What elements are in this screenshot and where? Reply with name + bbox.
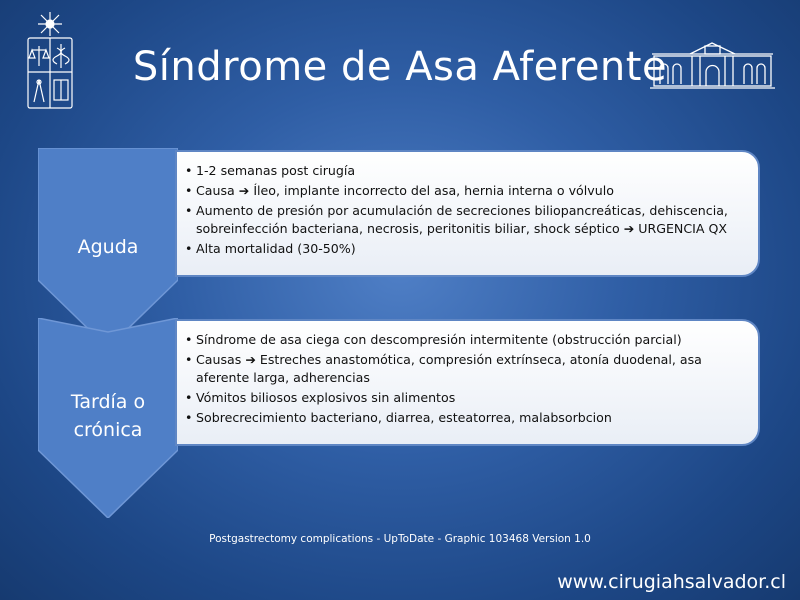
bullet-list [185,162,744,258]
university-crest-logo [22,10,78,110]
section-label-aguda [38,233,178,261]
bullet-item: • Alta mortalidad (30-50%) [185,240,744,258]
compass-icon [34,80,44,102]
section-panel-aguda [175,150,760,277]
section-label-line: Tardía o [70,391,146,413]
bullet-item: • Causa ➔ Íleo, implante incorrecto del asa, hernia interna o vólvulo [185,182,744,200]
book-icon [54,80,68,100]
website-url: www.cirugiahsalvador.cl [557,571,786,593]
bullet-item: • Causas ➔ Estreches anastomótica, compresión extrínseca, atonía duodenal, asa aferente larga, adherencias [185,351,744,387]
section-label-line: crónica [73,419,143,441]
bullet-item: • Aumento de presión por acumulación de secreciones biliopancreáticas, dehiscencia, sobreinfección bacteriana, necrosis, peritonitis biliar, shock séptico ➔ URGENCIA QX [185,202,744,238]
slide-title: Síndrome de Asa Aferente [132,44,668,90]
scales-icon [29,46,49,66]
section-label-tardia [38,388,178,444]
section-panel-tardia [175,319,760,446]
section-label-line: Aguda [77,236,139,258]
source-citation: Postgastrectomy complications - UpToDate - Graphic 103468 Version 1.0 [209,533,591,545]
bullet-list [185,331,744,427]
bullet-item: • Sobrecrecimiento bacteriano, diarrea, esteatorrea, malabsorbcion [185,409,744,427]
bullet-item: • Síndrome de asa ciega con descompresión intermitente (obstrucción parcial) [185,331,744,349]
star-icon [38,12,62,36]
bullet-item: • Vómitos biliosos explosivos sin alimentos [185,389,744,407]
caduceus-icon [53,44,69,68]
bullet-item: • 1-2 semanas post cirugía [185,162,744,180]
